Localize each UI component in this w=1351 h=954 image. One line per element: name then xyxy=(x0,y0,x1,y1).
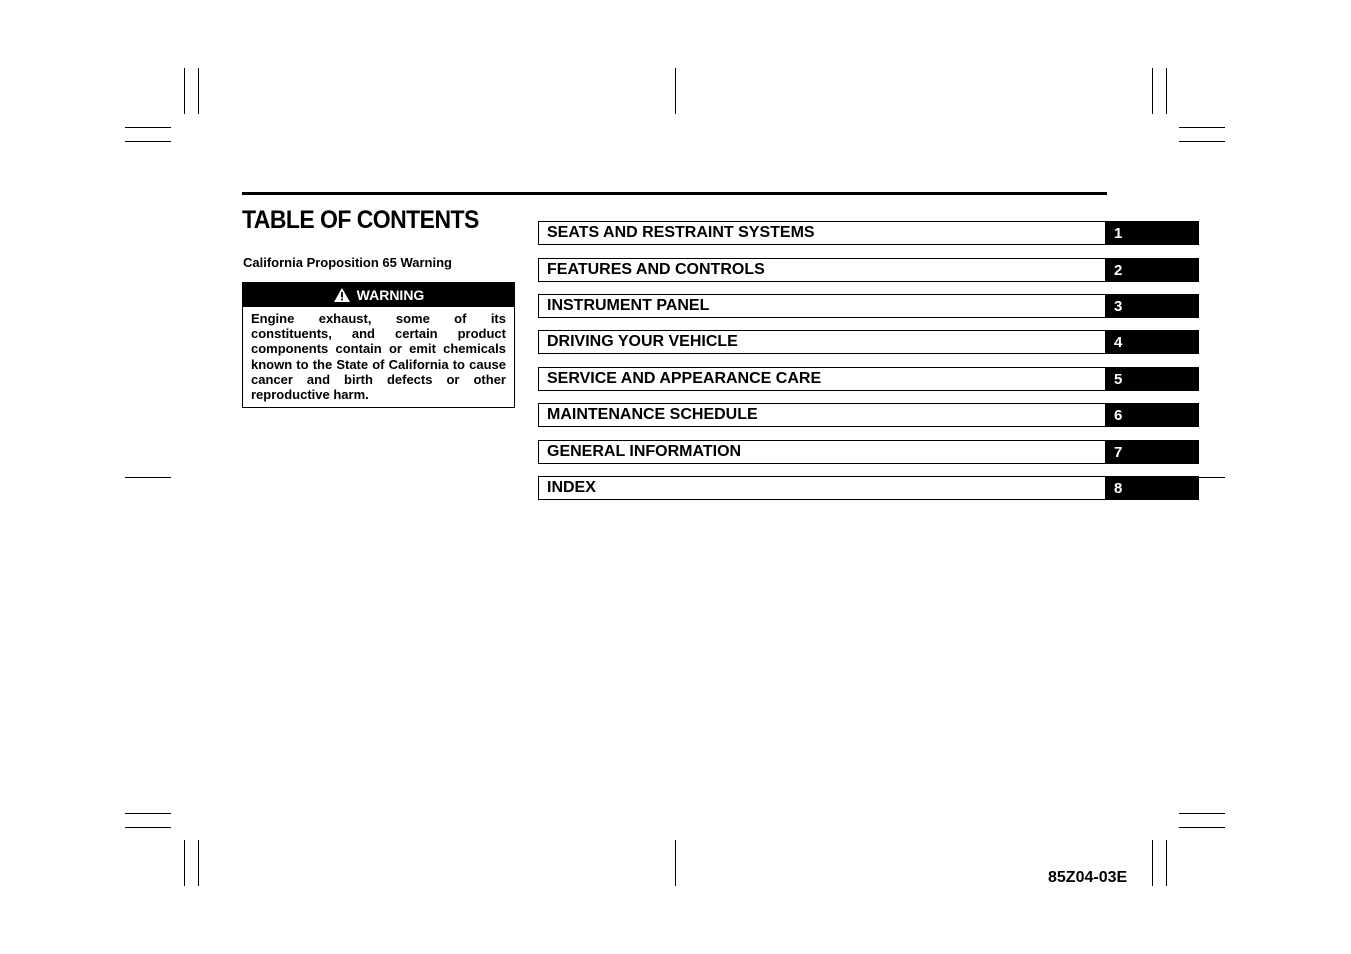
crop-mark xyxy=(1152,68,1153,114)
toc-item-label: SEATS AND RESTRAINT SYSTEMS xyxy=(547,224,815,241)
toc-item-label: INSTRUMENT PANEL xyxy=(547,297,710,314)
crop-mark xyxy=(675,68,676,114)
crop-mark xyxy=(125,813,171,814)
toc-item-maintenance-schedule[interactable] xyxy=(538,403,1199,427)
toc-item-label: FEATURES AND CONTROLS xyxy=(547,261,765,278)
warning-box xyxy=(242,282,515,408)
toc-item-label: SERVICE AND APPEARANCE CARE xyxy=(547,370,822,387)
crop-mark xyxy=(675,840,676,886)
toc-section-tab: 6 xyxy=(1105,404,1198,426)
crop-mark xyxy=(1166,68,1167,114)
crop-mark xyxy=(198,68,199,114)
crop-mark xyxy=(125,477,171,478)
crop-mark xyxy=(1166,840,1167,886)
crop-mark xyxy=(1179,813,1225,814)
crop-mark xyxy=(1179,141,1225,142)
toc-section-tab: 7 xyxy=(1105,441,1198,463)
warning-triangle-icon xyxy=(333,287,351,303)
toc-item-label: MAINTENANCE SCHEDULE xyxy=(547,406,758,423)
toc-item-label: INDEX xyxy=(547,479,596,496)
crop-mark xyxy=(198,840,199,886)
crop-mark xyxy=(125,827,171,828)
warning-header xyxy=(243,283,514,307)
warning-text: Engine exhaust, some of its constituents, and certain product components contain or emit chemicals known to the State of California to cause cancer and birth defects or other reproductive harm. xyxy=(251,311,506,403)
toc-item-seats-and-restraint-systems[interactable] xyxy=(538,221,1199,245)
warning-label: WARNING xyxy=(356,287,425,303)
toc-section-tab: 5 xyxy=(1105,368,1198,390)
toc-section-tab: 1 xyxy=(1105,222,1198,244)
crop-mark xyxy=(1179,127,1225,128)
prop65-heading: California Proposition 65 Warning xyxy=(243,255,452,270)
toc-item-index[interactable] xyxy=(538,476,1199,500)
toc-item-general-information[interactable] xyxy=(538,440,1199,464)
header-rule xyxy=(242,192,1107,195)
toc-item-service-and-appearance-care[interactable] xyxy=(538,367,1199,391)
crop-mark xyxy=(184,68,185,114)
page-title: TABLE OF CONTENTS xyxy=(242,206,479,234)
toc-item-label: DRIVING YOUR VEHICLE xyxy=(547,333,738,350)
toc-item-driving-your-vehicle[interactable] xyxy=(538,330,1199,354)
toc-item-label: GENERAL INFORMATION xyxy=(547,443,742,460)
crop-mark xyxy=(125,141,171,142)
toc-section-tab: 4 xyxy=(1105,331,1198,353)
toc-section-tab: 3 xyxy=(1105,295,1198,317)
crop-mark xyxy=(184,840,185,886)
toc-section-tab: 2 xyxy=(1105,259,1198,281)
toc-item-instrument-panel[interactable] xyxy=(538,294,1199,318)
toc-section-tab: 8 xyxy=(1105,477,1198,499)
crop-mark xyxy=(125,127,171,128)
crop-mark xyxy=(1152,840,1153,886)
toc-item-features-and-controls[interactable] xyxy=(538,258,1199,282)
crop-mark xyxy=(1179,827,1225,828)
document-code: 85Z04-03E xyxy=(1048,869,1128,886)
